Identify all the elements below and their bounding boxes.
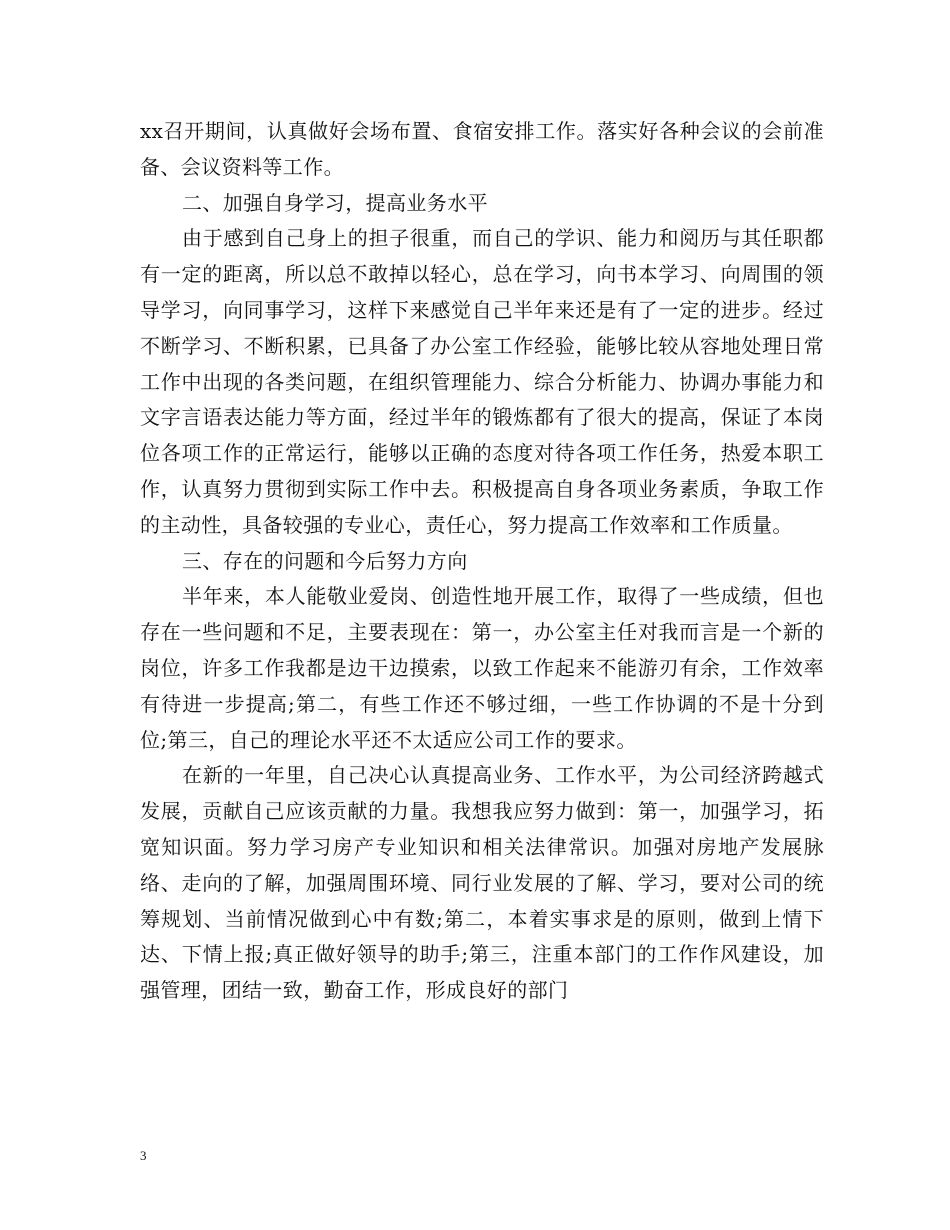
document-body bbox=[140, 114, 824, 1009]
paragraph-plans: 在新的一年里，自己决心认真提高业务、工作水平，为公司经济跨越式发展，贡献自己应该贡献的力量。我想我应努力做到：第一，加强学习，拓宽知识面。努力学习房产专业知识和相关法律常识。加强对房地产发展脉络、走向的了解，加强周围环境、同行业发展的了解、学习，要对公司的统筹规划、当前情况做到心中有数;第二，本着实事求是的原则，做到上情下达、下情上报;真正做好领导的助手;第三，注重本部门的工作作风建设，加强管理，团结一致，勤奋工作，形成良好的部门 bbox=[140, 763, 824, 1003]
section-heading-2: 二、加强自身学习，提高业务水平 bbox=[182, 190, 488, 215]
section-heading-3: 三、存在的问题和今后努力方向 bbox=[182, 548, 468, 573]
paragraph-continuation: xx召开期间，认真做好会场布置、食宿安排工作。落实好各种会议的会前准备、会议资料等工作。 bbox=[140, 119, 824, 179]
paragraph-problems: 半年来，本人能敬业爱岗、创造性地开展工作，取得了一些成绩，但也存在一些问题和不足，主要表现在：第一，办公室主任对我而言是一个新的岗位，许多工作我都是边干边摸索，以致工作起来不能游刃有余，工作效率有待进一步提高;第二，有些工作还不够过细，一些工作协调的不是十分到位;第三，自己的理论水平还不太适应公司工作的要求。 bbox=[140, 584, 824, 752]
paragraph-study: 由于感到自己身上的担子很重，而自己的学识、能力和阅历与其任职都有一定的距离，所以总不敢掉以轻心，总在学习，向书本学习、向周围的领导学习，向同事学习，这样下来感觉自己半年来还是有了一定的进步。经过不断学习、不断积累，已具备了办公室工作经验，能够比较从容地处理日常工作中出现的各类问题，在组织管理能力、综合分析能力、协调办事能力和文字言语表达能力等方面，经过半年的锻炼都有了很大的提高，保证了本岗位各项工作的正常运行，能够以正确的态度对待各项工作任务，热爱本职工作，认真努力贯彻到实际工作中去。积极提高自身各项业务素质，争取工作的主动性，具备较强的专业心，责任心，努力提高工作效率和工作质量。 bbox=[140, 226, 824, 537]
page-number: 3 bbox=[140, 1148, 147, 1163]
